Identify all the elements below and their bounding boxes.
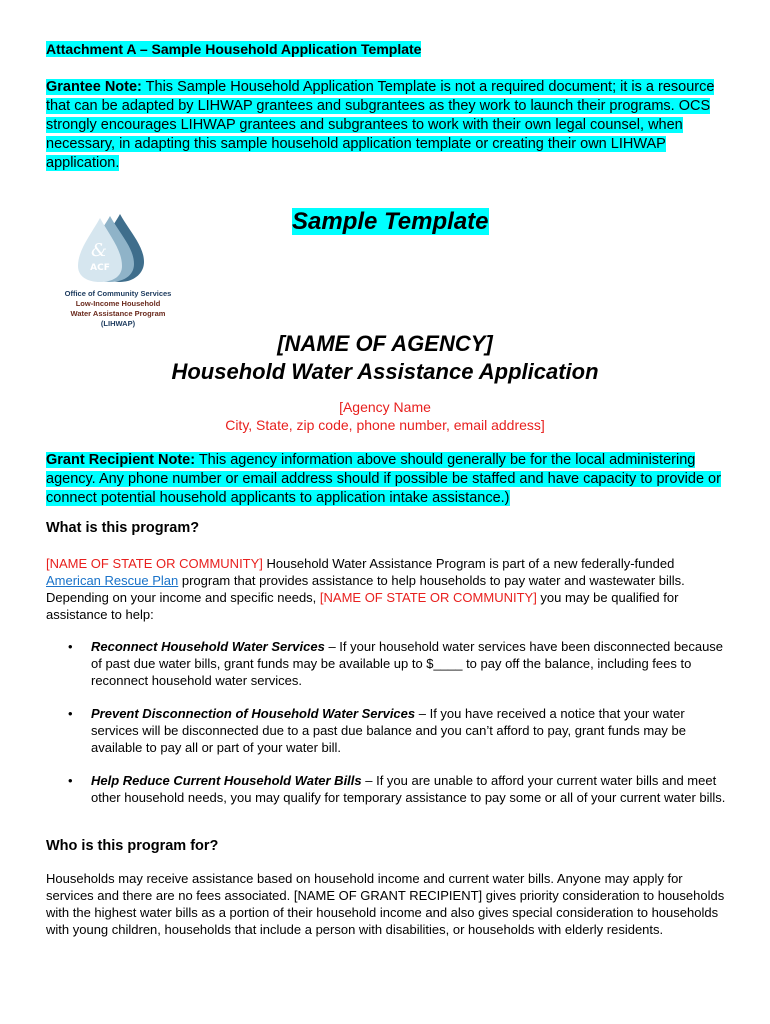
who-is-paragraph: Households may receive assistance based on household income and current water bills. Anyone may apply for services and there are no fees associated. [NAME OF GRANT RECIPIENT] gives priority consideration to households with the highest water bills as a portion of their household income and also gives special consideration to households with young children, households that include a person with disabilities, or households with elderly residents.: [46, 871, 725, 937]
list-item: • Prevent Disconnection of Household Water Services – If you have received a notice that your water services will be disconnected due to a past due balance and you can’t afford to pay, grant funds may be available to pay all or part of your water bill.: [68, 706, 687, 755]
grantee-note-text: This Sample Household Application Template is not a required document; it is a resource that can be adapted by LIHWAP grantees and subgrantees as they work to launch their programs. OCS strongly encourages LIHWAP grantees and subgrantees to work with their own legal counsel, when necessary, in adapting this sample household application template or creating their own LIHWAP application.: [46, 79, 715, 171]
logo-line-office: Office of Community Services: [64, 289, 172, 298]
svg-text:&: &: [90, 240, 108, 261]
list-item: • Reconnect Household Water Services – If your household water services have been disconnected because of past due water bills, grant funds may be available up to $____ to pay off the balance, including fees to reconnect household water services.: [68, 639, 724, 688]
what-is-paragraph: [NAME OF STATE OR COMMUNITY] Household Water Assistance Program is part of a new federally-funded American Rescue Plan program that provides assistance to help households to pay water and wastewater bills. Depending on your income and specific needs, [NAME OF STATE OR COMMUNITY] you may be qualified for assistance to help:: [46, 556, 685, 622]
recipient-note-label: Grant Recipient Note:: [46, 452, 196, 468]
assistance-list: [62, 638, 730, 822]
logo-line-acronym: (LIHWAP): [100, 319, 136, 328]
who-is-heading: Who is this program for?: [46, 838, 219, 854]
agency-info: [0, 398, 770, 434]
what-is-heading: What is this program?: [46, 520, 200, 536]
recipient-note-text: This agency information above should generally be for the local administering agency. Any phone number or email address should if possible be staffed and have capacity to provide or connect potential household applicants to application intake assistance.): [46, 452, 721, 506]
water-drops-icon: [58, 210, 178, 282]
bullet-icon: •: [68, 706, 73, 721]
american-rescue-plan-link[interactable]: American Rescue Plan: [46, 573, 179, 588]
logo-line-program: Water Assistance Program: [70, 309, 166, 318]
lihwap-logo: [58, 210, 178, 329]
logo-line-lowincome: Low-Income Household: [75, 299, 161, 308]
state-placeholder: [NAME OF STATE OR COMMUNITY]: [46, 556, 263, 571]
sample-template-title: Sample Template: [292, 208, 489, 235]
agency-info-line1: [Agency Name: [339, 399, 431, 415]
grant-recipient-note: [46, 451, 736, 508]
agency-header: [0, 330, 770, 386]
bullet-icon: •: [68, 639, 73, 654]
grantee-note: [46, 78, 726, 173]
bullet-icon: •: [68, 773, 73, 788]
state-placeholder: [NAME OF STATE OR COMMUNITY]: [319, 590, 537, 605]
attachment-title: Attachment A – Sample Household Application Template: [46, 41, 422, 57]
svg-text:ACF: ACF: [90, 263, 110, 273]
application-title: Household Water Assistance Application: [171, 359, 599, 384]
agency-info-line2: City, State, zip code, phone number, email address]: [225, 417, 545, 433]
list-item: • Help Reduce Current Household Water Bills – If you are unable to afford your current water bills and meet other household needs, you may qualify for temporary assistance to pay some or all of your current water bills.: [68, 773, 726, 805]
grantee-note-label: Grantee Note:: [46, 79, 142, 95]
agency-name: [NAME OF AGENCY]: [277, 331, 493, 356]
